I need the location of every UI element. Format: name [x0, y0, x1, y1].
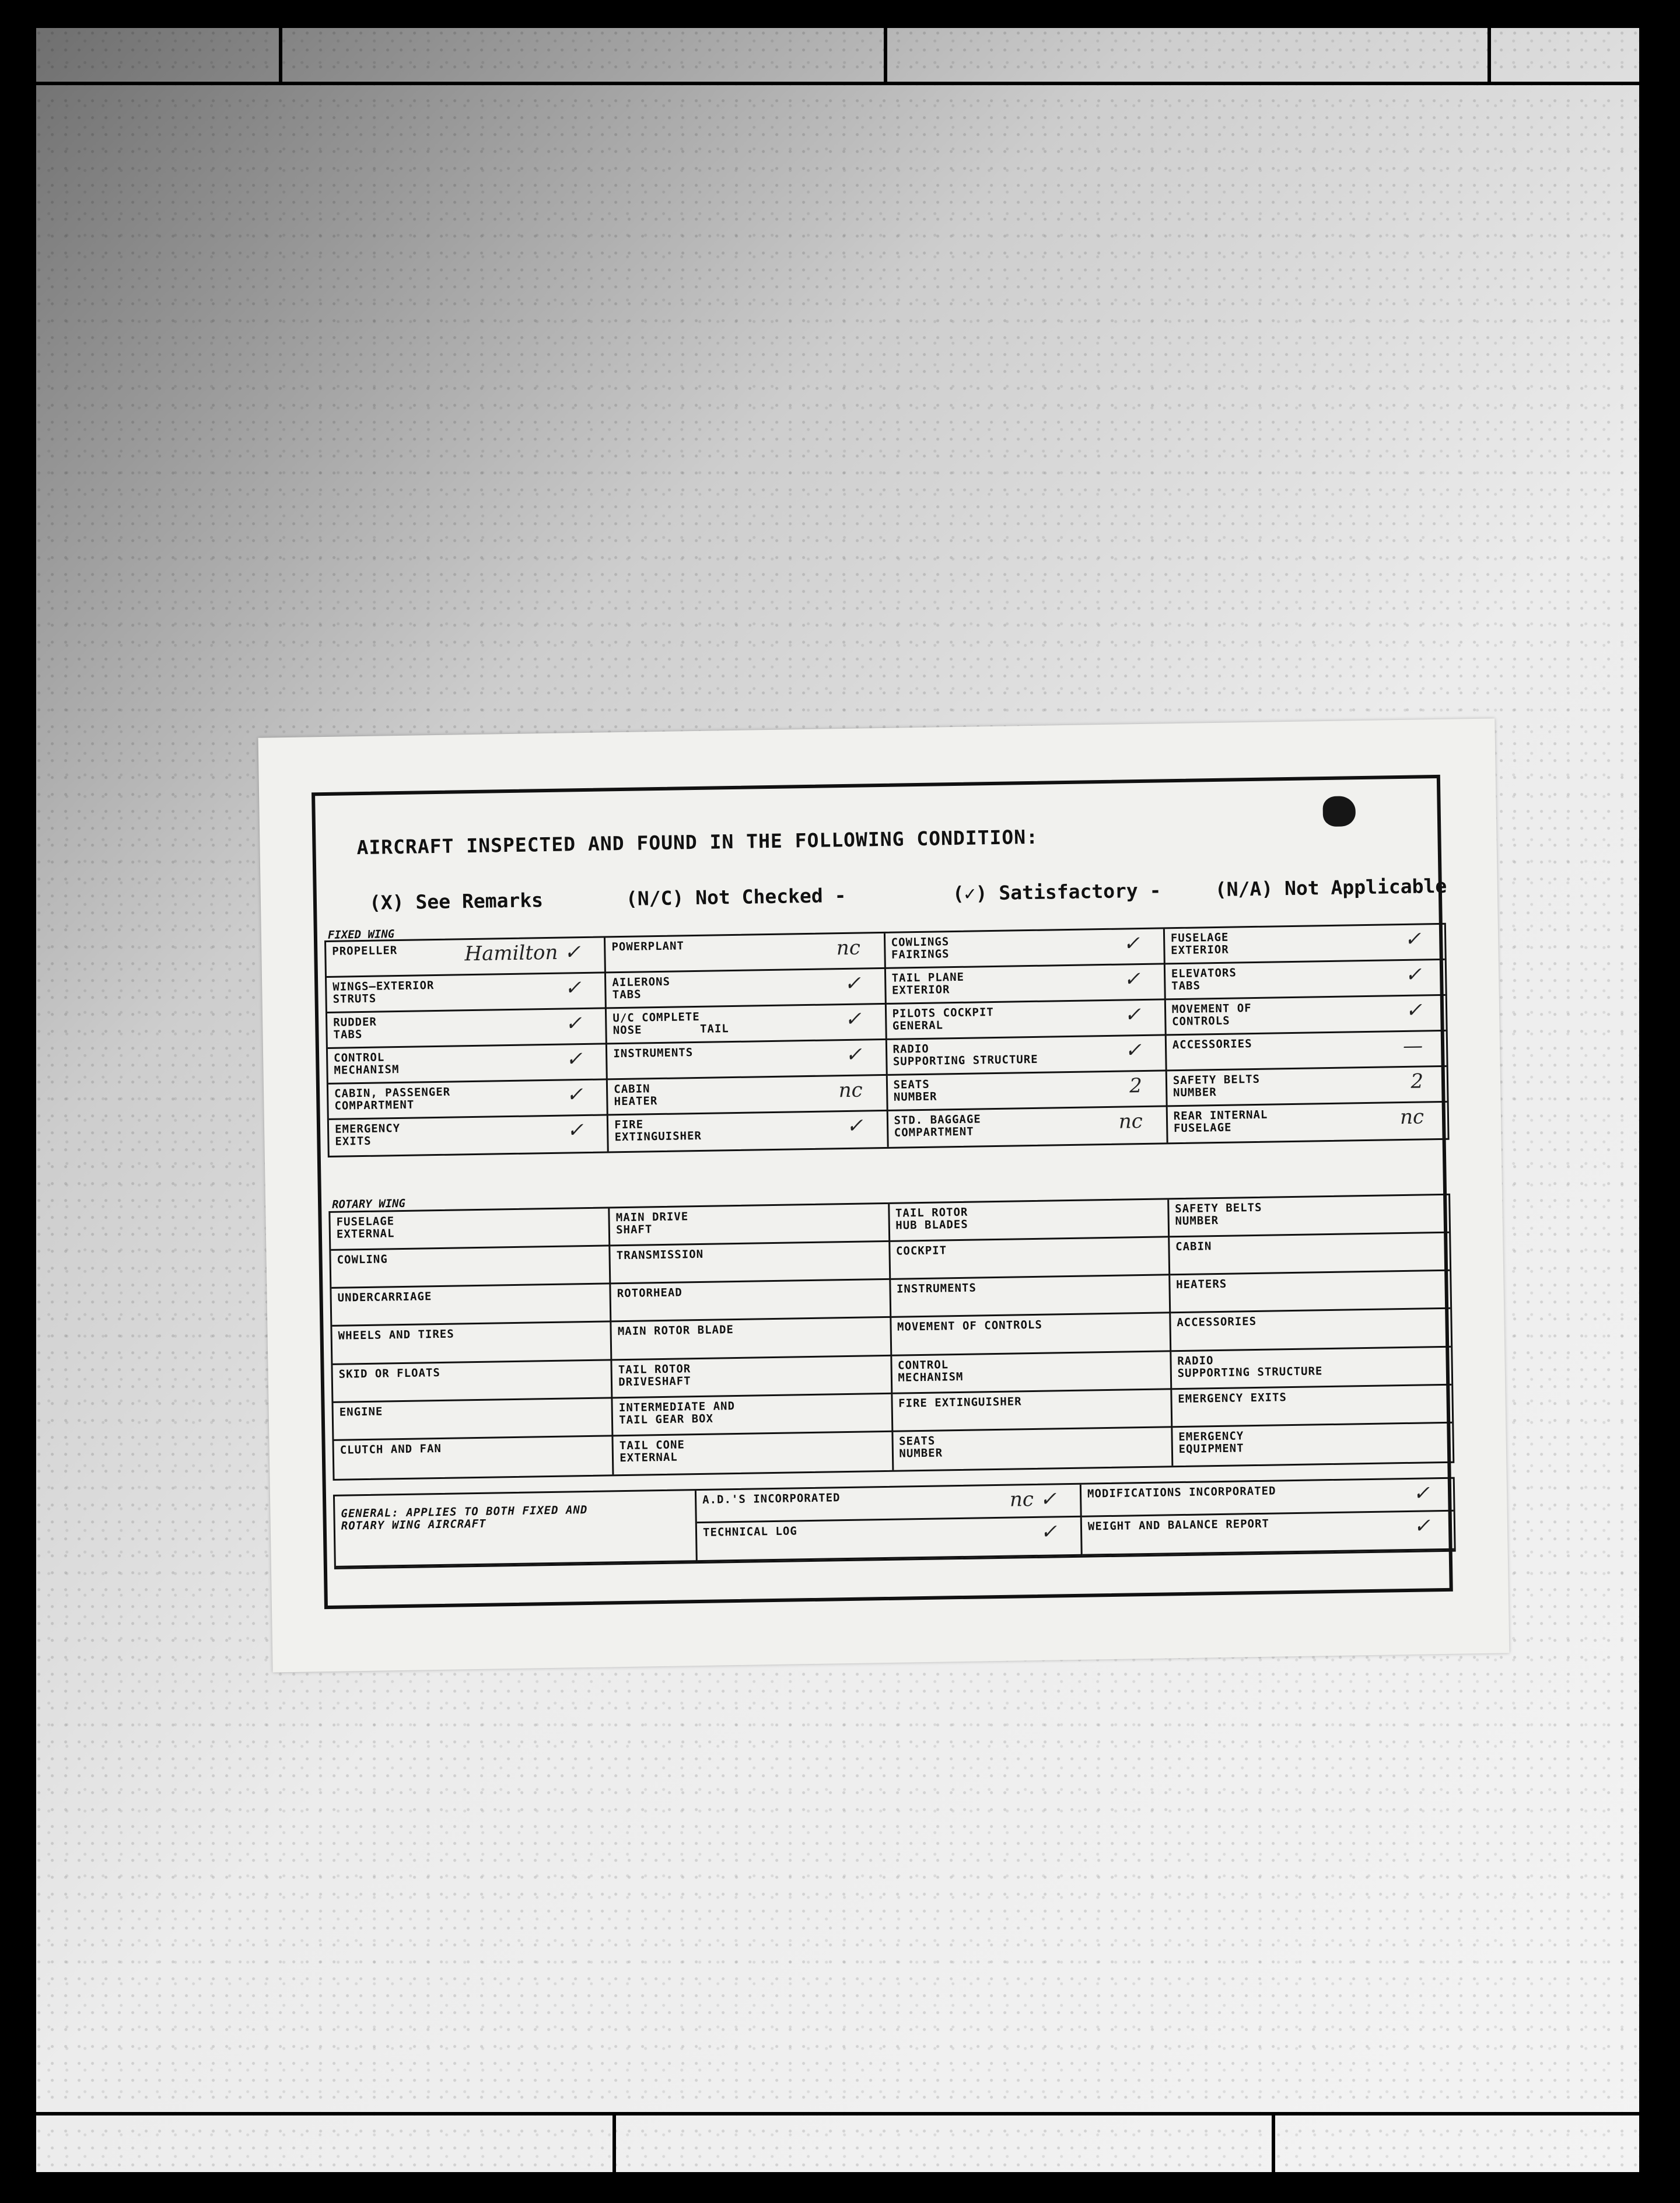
fw-cell: [1166, 960, 1446, 1001]
weight-balance-label: WEIGHT AND BALANCE REPORT: [1087, 1517, 1270, 1533]
rw-cell: [612, 1356, 892, 1398]
inspection-form: [312, 775, 1453, 1609]
fw-cell: [328, 1080, 608, 1120]
mods-mark: ✓: [1413, 1481, 1430, 1505]
inspection-card: [258, 718, 1510, 1672]
frame-top-rule: [36, 82, 1639, 85]
rw-cell: [1170, 1271, 1450, 1314]
fixed-wing-grid: [324, 923, 1450, 1158]
rw-label: TRANSMISSION: [616, 1248, 704, 1263]
rw-label: SKID OR FLOATS: [338, 1366, 441, 1381]
fw-cell: [888, 1107, 1168, 1147]
fw-label: TAIL PLANE EXTERIOR: [891, 970, 965, 997]
fw-label: COWLINGS FAIRINGS: [891, 935, 950, 961]
fw-cell: [1167, 1067, 1447, 1107]
rw-cell: [332, 1323, 612, 1365]
rw-label: MOVEMENT OF CONTROLS: [897, 1319, 1042, 1334]
fw-mark: ✓: [1405, 998, 1423, 1022]
fw-label: REAR INTERNAL FUSELAGE: [1173, 1108, 1268, 1135]
rw-label: TAIL ROTOR HUB BLADES: [895, 1205, 968, 1232]
rw-cell: [892, 1390, 1172, 1432]
fw-mark: Hamilton ✓: [464, 940, 581, 966]
fw-mark: ✓: [844, 1007, 862, 1031]
rw-cell: [331, 1247, 611, 1289]
fw-cell: [327, 973, 607, 1013]
fw-mark: nc: [1118, 1110, 1143, 1134]
fw-cell: [886, 1000, 1166, 1040]
fw-mark: ✓: [1124, 1003, 1142, 1027]
legend-not-applicable: (N/A) Not Applicable: [1214, 874, 1447, 901]
rw-cell: [612, 1318, 892, 1361]
fw-label: PROPELLER: [332, 944, 398, 958]
rw-cell: [890, 1200, 1170, 1242]
weight-balance-mark: ✓: [1413, 1514, 1431, 1538]
rw-cell: [334, 1436, 614, 1479]
rw-cell: [330, 1208, 610, 1251]
rw-cell: [331, 1285, 611, 1327]
fw-mark: ✓: [564, 976, 582, 1000]
rw-cell: [891, 1314, 1171, 1356]
rw-label: MAIN ROTOR BLADE: [617, 1323, 734, 1338]
fw-mark: —: [1402, 1034, 1423, 1058]
fw-mark: ✓: [845, 1043, 863, 1067]
fw-label: FUSELAGE EXTERIOR: [1170, 931, 1229, 957]
rw-label: CLUTCH AND FAN: [340, 1442, 442, 1457]
rw-cell: [890, 1237, 1170, 1280]
frame-bottom-divider: [1272, 2112, 1275, 2203]
mods-label: MODIFICATIONS INCORPORATED: [1087, 1484, 1276, 1501]
fw-label: SEATS NUMBER: [893, 1078, 937, 1104]
rw-label: WHEELS AND TIRES: [338, 1328, 454, 1343]
fw-cell: [887, 1036, 1167, 1076]
fw-cell: [607, 1005, 887, 1045]
fw-label: RADIO SUPPORTING STRUCTURE: [892, 1042, 1038, 1068]
rw-label: MAIN DRIVE SHAFT: [615, 1210, 689, 1237]
rw-cell: [333, 1398, 613, 1441]
frame-top-divider: [279, 0, 282, 83]
fw-cell: [885, 929, 1165, 969]
fw-mark: ✓: [1124, 967, 1141, 991]
fw-cell: [1167, 1103, 1447, 1143]
fw-cell: [608, 1111, 888, 1152]
rw-cell: [614, 1432, 894, 1475]
frame-bottom-divider: [612, 2112, 616, 2203]
frame-bottom-rule: [36, 2112, 1639, 2115]
fw-label: AILERONS TABS: [612, 975, 671, 1002]
fw-cell: [1167, 1031, 1447, 1072]
ads-cell: [696, 1485, 1082, 1523]
weight-balance-cell: [1082, 1512, 1454, 1556]
fw-cell: [326, 938, 606, 978]
rw-label: FUSELAGE EXTERNAL: [336, 1215, 395, 1241]
tech-log-label: TECHNICAL LOG: [702, 1524, 797, 1539]
legend-not-checked: (N/C) Not Checked -: [625, 883, 846, 910]
fw-label: MOVEMENT OF CONTROLS: [1171, 1002, 1252, 1029]
fw-label: POWERPLANT: [611, 939, 685, 954]
fw-cell: [1166, 996, 1446, 1036]
rotary-wing-heading: ROTARY WING: [331, 1197, 406, 1211]
fw-mark: ✓: [565, 1012, 582, 1036]
frame-top-divider: [884, 0, 887, 83]
fw-label: CABIN, PASSENGER COMPARTMENT: [334, 1085, 451, 1113]
fw-label: SAFETY BELTS NUMBER: [1172, 1072, 1261, 1100]
fw-cell: [1165, 925, 1445, 965]
fw-mark: nc: [1399, 1105, 1424, 1130]
fw-label: EMERGENCY EXITS: [334, 1122, 401, 1148]
fw-mark: ✓: [565, 1047, 583, 1071]
rw-label: ENGINE: [339, 1405, 383, 1419]
legend-remarks: (X) See Remarks: [369, 889, 544, 914]
fw-label: WINGS—EXTERIOR STRUTS: [332, 979, 435, 1006]
rw-cell: [1170, 1233, 1450, 1276]
rw-label: INTERMEDIATE AND TAIL GEAR BOX: [618, 1399, 736, 1426]
fw-mark: nc: [838, 1078, 863, 1103]
rw-cell: [893, 1428, 1173, 1470]
ads-mark: nc ✓: [1009, 1487, 1057, 1512]
rw-cell: [1172, 1424, 1452, 1466]
rw-label: HEATERS: [1176, 1278, 1227, 1292]
fw-mark: ✓: [566, 1083, 583, 1107]
rw-cell: [1169, 1195, 1449, 1238]
rw-label: EMERGENCY EXITS: [1178, 1390, 1287, 1405]
general-section: [333, 1477, 1456, 1569]
tech-log-cell: [697, 1517, 1083, 1562]
rw-label: UNDERCARRIAGE: [337, 1290, 432, 1305]
rw-label: SAFETY BELTS NUMBER: [1175, 1201, 1262, 1228]
rw-cell: [610, 1204, 890, 1247]
rw-cell: [613, 1394, 893, 1437]
rw-cell: [1172, 1385, 1452, 1428]
fw-label: STD. BAGGAGE COMPARTMENT: [894, 1113, 981, 1139]
tech-log-mark: ✓: [1040, 1520, 1058, 1544]
rw-cell: [332, 1361, 612, 1403]
rw-cell: [891, 1276, 1171, 1319]
fw-mark: ✓: [1123, 932, 1140, 956]
rw-label: TAIL CONE EXTERNAL: [619, 1438, 685, 1465]
rw-label: ROTORHEAD: [617, 1286, 682, 1300]
fw-cell: [327, 1009, 607, 1049]
fw-cell: [887, 1071, 1167, 1111]
rw-label: FIRE EXTINGUISHER: [898, 1395, 1022, 1410]
rw-label: EMERGENCY EQUIPMENT: [1178, 1429, 1244, 1456]
fw-mark: ✓: [1125, 1038, 1142, 1062]
fw-mark: ✓: [844, 971, 862, 996]
fw-label: CABIN HEATER: [614, 1082, 658, 1109]
rw-label: RADIO SUPPORTING STRUCTURE: [1177, 1354, 1323, 1380]
rw-cell: [611, 1242, 891, 1285]
fw-label: CONTROL MECHANISM: [334, 1051, 400, 1077]
rw-cell: [892, 1352, 1172, 1394]
rotary-wing-grid: [328, 1194, 1454, 1481]
rw-label: TAIL ROTOR DRIVESHAFT: [618, 1362, 691, 1389]
fw-label: ELEVATORS TABS: [1171, 966, 1237, 993]
rw-cell: [1171, 1309, 1451, 1352]
form-title: AIRCRAFT INSPECTED AND FOUND IN THE FOLLOWING CONDITION:: [356, 825, 1039, 859]
fw-mark: ✓: [1405, 963, 1422, 987]
fw-cell: [329, 1116, 609, 1156]
fw-cell: [606, 933, 886, 974]
fw-mark: ✓: [846, 1114, 863, 1138]
fw-label: INSTRUMENTS: [613, 1046, 694, 1061]
rw-label: ACCESSORIES: [1177, 1315, 1257, 1330]
fw-mark: ✓: [1404, 927, 1422, 951]
fw-cell: [328, 1044, 608, 1085]
ink-blot: [1322, 796, 1356, 827]
fw-label: FIRE EXTINGUISHER: [614, 1118, 702, 1144]
fw-label: PILOTS COCKPIT GENERAL: [892, 1005, 994, 1033]
fw-mark: 2: [1410, 1069, 1424, 1093]
mods-cell: [1082, 1479, 1454, 1517]
general-label-cell: [335, 1491, 698, 1568]
fw-label: RUDDER TABS: [333, 1015, 377, 1041]
rw-label: COWLING: [337, 1253, 388, 1267]
fw-mark: nc: [836, 936, 861, 960]
fw-mark: ✓: [566, 1118, 584, 1142]
fw-mark: 2: [1129, 1074, 1143, 1098]
rw-cell: [1171, 1347, 1451, 1390]
general-label: GENERAL: APPLIES TO BOTH FIXED AND ROTARY WING AIRCRAFT: [341, 1503, 588, 1533]
rw-label: COCKPIT: [895, 1244, 947, 1258]
fw-cell: [606, 969, 886, 1009]
fw-cell: [608, 1076, 888, 1116]
legend-satisfactory: (✓) Satisfactory -: [952, 879, 1161, 905]
frame-top-divider: [1488, 0, 1491, 83]
fixed-wing-heading: FIXED WING: [327, 928, 395, 942]
rw-label: CABIN: [1175, 1240, 1212, 1254]
rw-label: CONTROL MECHANISM: [897, 1358, 964, 1384]
fw-cell: [607, 1040, 887, 1080]
rw-cell: [611, 1280, 891, 1323]
rw-label: INSTRUMENTS: [896, 1281, 977, 1296]
rw-label: SEATS NUMBER: [898, 1434, 943, 1460]
fw-label: ACCESSORIES: [1172, 1037, 1252, 1052]
ads-label: A.D.'S INCORPORATED: [702, 1491, 841, 1506]
fw-label: U/C COMPLETE NOSE TAIL: [612, 1010, 729, 1037]
fw-cell: [886, 964, 1166, 1005]
